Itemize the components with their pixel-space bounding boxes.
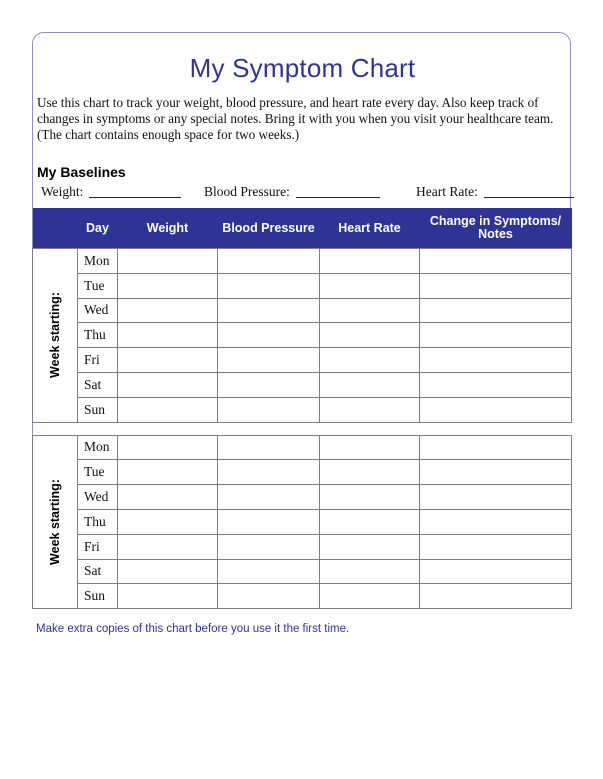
week-block-spacer-cell (33, 422, 572, 435)
day-label-cell: Wed (78, 485, 118, 510)
notes-entry-cell[interactable] (420, 534, 572, 559)
table-row (33, 435, 572, 460)
week-starting-cell[interactable] (33, 435, 78, 609)
baseline-heartrate-label: Heart Rate: (416, 184, 478, 199)
weight-entry-cell[interactable] (118, 509, 218, 534)
intro-line-3: (The chart contains enough space for two weeks.) (37, 127, 300, 142)
week-starting-label: Week starting: (48, 478, 62, 565)
table-row (33, 460, 572, 485)
symptom-table (32, 208, 572, 609)
baseline-heartrate-field[interactable] (416, 184, 574, 200)
intro-line-2: changes in symptoms or any special notes. Bring it with you when you visit your healthcare team. (37, 111, 554, 126)
blood-pressure-entry-cell[interactable] (218, 559, 320, 584)
day-label-cell: Thu (78, 323, 118, 348)
day-label-cell: Sun (78, 397, 118, 422)
blood-pressure-entry-cell[interactable] (218, 534, 320, 559)
blood-pressure-entry-cell[interactable] (218, 249, 320, 274)
header-week-blank (33, 208, 78, 249)
blood-pressure-entry-cell[interactable] (218, 584, 320, 609)
baselines-row (37, 184, 569, 204)
baseline-heartrate-input[interactable] (484, 185, 574, 198)
baseline-bloodpressure-label: Blood Pressure: (204, 184, 290, 199)
notes-entry-cell[interactable] (420, 298, 572, 323)
intro-line-1: Use this chart to track your weight, blood pressure, and heart rate every day. Also keep track of (37, 95, 539, 110)
weight-entry-cell[interactable] (118, 372, 218, 397)
week-block-spacer (33, 422, 572, 435)
footer-note: Make extra copies of this chart before you use it the first time. (36, 623, 350, 635)
table-row (33, 509, 572, 534)
table-row (33, 348, 572, 373)
table-row (33, 372, 572, 397)
heart-rate-entry-cell[interactable] (320, 323, 420, 348)
table-row (33, 584, 572, 609)
weight-entry-cell[interactable] (118, 534, 218, 559)
blood-pressure-entry-cell[interactable] (218, 397, 320, 422)
baseline-bloodpressure-field[interactable] (204, 184, 380, 200)
baselines-heading: My Baselines (37, 164, 126, 180)
weight-entry-cell[interactable] (118, 485, 218, 510)
weight-entry-cell[interactable] (118, 584, 218, 609)
blood-pressure-entry-cell[interactable] (218, 372, 320, 397)
blood-pressure-entry-cell[interactable] (218, 435, 320, 460)
heart-rate-entry-cell[interactable] (320, 509, 420, 534)
notes-entry-cell[interactable] (420, 485, 572, 510)
table-row (33, 249, 572, 274)
table-row (33, 298, 572, 323)
header-notes-line-1: Change in Symptoms/ (429, 214, 562, 228)
notes-entry-cell[interactable] (420, 559, 572, 584)
header-blood-pressure: Blood Pressure (218, 208, 320, 249)
weight-entry-cell[interactable] (118, 348, 218, 373)
heart-rate-entry-cell[interactable] (320, 485, 420, 510)
notes-entry-cell[interactable] (420, 348, 572, 373)
weight-entry-cell[interactable] (118, 559, 218, 584)
day-label-cell: Sat (78, 372, 118, 397)
weight-entry-cell[interactable] (118, 323, 218, 348)
day-label-cell: Fri (78, 348, 118, 373)
notes-entry-cell[interactable] (420, 372, 572, 397)
heart-rate-entry-cell[interactable] (320, 372, 420, 397)
weight-entry-cell[interactable] (118, 298, 218, 323)
header-day: Day (78, 208, 118, 249)
day-label-cell: Tue (78, 460, 118, 485)
heart-rate-entry-cell[interactable] (320, 348, 420, 373)
weight-entry-cell[interactable] (118, 397, 218, 422)
heart-rate-entry-cell[interactable] (320, 584, 420, 609)
table-row (33, 273, 572, 298)
notes-entry-cell[interactable] (420, 323, 572, 348)
page-title: My Symptom Chart (189, 53, 416, 83)
notes-entry-cell[interactable] (420, 273, 572, 298)
table-row (33, 397, 572, 422)
blood-pressure-entry-cell[interactable] (218, 298, 320, 323)
notes-entry-cell[interactable] (420, 584, 572, 609)
intro-paragraph (37, 95, 569, 143)
notes-entry-cell[interactable] (420, 509, 572, 534)
blood-pressure-entry-cell[interactable] (218, 460, 320, 485)
heart-rate-entry-cell[interactable] (320, 397, 420, 422)
notes-entry-cell[interactable] (420, 460, 572, 485)
baseline-weight-field[interactable] (41, 184, 181, 200)
heart-rate-entry-cell[interactable] (320, 534, 420, 559)
table-row (33, 323, 572, 348)
table-row (33, 534, 572, 559)
table-row (33, 559, 572, 584)
weight-entry-cell[interactable] (118, 273, 218, 298)
day-label-cell: Sun (78, 584, 118, 609)
blood-pressure-entry-cell[interactable] (218, 485, 320, 510)
table-row (33, 485, 572, 510)
day-label-cell: Sat (78, 559, 118, 584)
table-header (33, 208, 572, 249)
weight-entry-cell[interactable] (118, 249, 218, 274)
table-body (33, 249, 572, 609)
header-weight: Weight (118, 208, 218, 249)
blood-pressure-entry-cell[interactable] (218, 509, 320, 534)
blood-pressure-entry-cell[interactable] (218, 273, 320, 298)
baseline-weight-label: Weight: (41, 184, 84, 199)
weight-entry-cell[interactable] (118, 460, 218, 485)
week-starting-cell[interactable] (33, 249, 78, 423)
baseline-bloodpressure-input[interactable] (296, 185, 380, 198)
day-label-cell: Thu (78, 509, 118, 534)
heart-rate-entry-cell[interactable] (320, 298, 420, 323)
heart-rate-entry-cell[interactable] (320, 559, 420, 584)
day-label-cell: Fri (78, 534, 118, 559)
day-label-cell: Mon (78, 435, 118, 460)
header-heart-rate: Heart Rate (320, 208, 420, 249)
day-label-cell: Wed (78, 298, 118, 323)
notes-entry-cell[interactable] (420, 435, 572, 460)
day-label-cell: Mon (78, 249, 118, 274)
heart-rate-entry-cell[interactable] (320, 273, 420, 298)
blood-pressure-entry-cell[interactable] (218, 323, 320, 348)
header-notes-line-2: Notes (478, 227, 513, 241)
header-change-in-symptoms (420, 208, 572, 249)
baseline-weight-input[interactable] (89, 185, 181, 198)
symptom-table-wrap (32, 208, 571, 609)
week-starting-label: Week starting: (48, 292, 62, 379)
heart-rate-entry-cell[interactable] (320, 249, 420, 274)
weight-entry-cell[interactable] (118, 435, 218, 460)
blood-pressure-entry-cell[interactable] (218, 348, 320, 373)
heart-rate-entry-cell[interactable] (320, 435, 420, 460)
notes-entry-cell[interactable] (420, 249, 572, 274)
notes-entry-cell[interactable] (420, 397, 572, 422)
table-header-row (33, 208, 572, 249)
day-label-cell: Tue (78, 273, 118, 298)
heart-rate-entry-cell[interactable] (320, 460, 420, 485)
